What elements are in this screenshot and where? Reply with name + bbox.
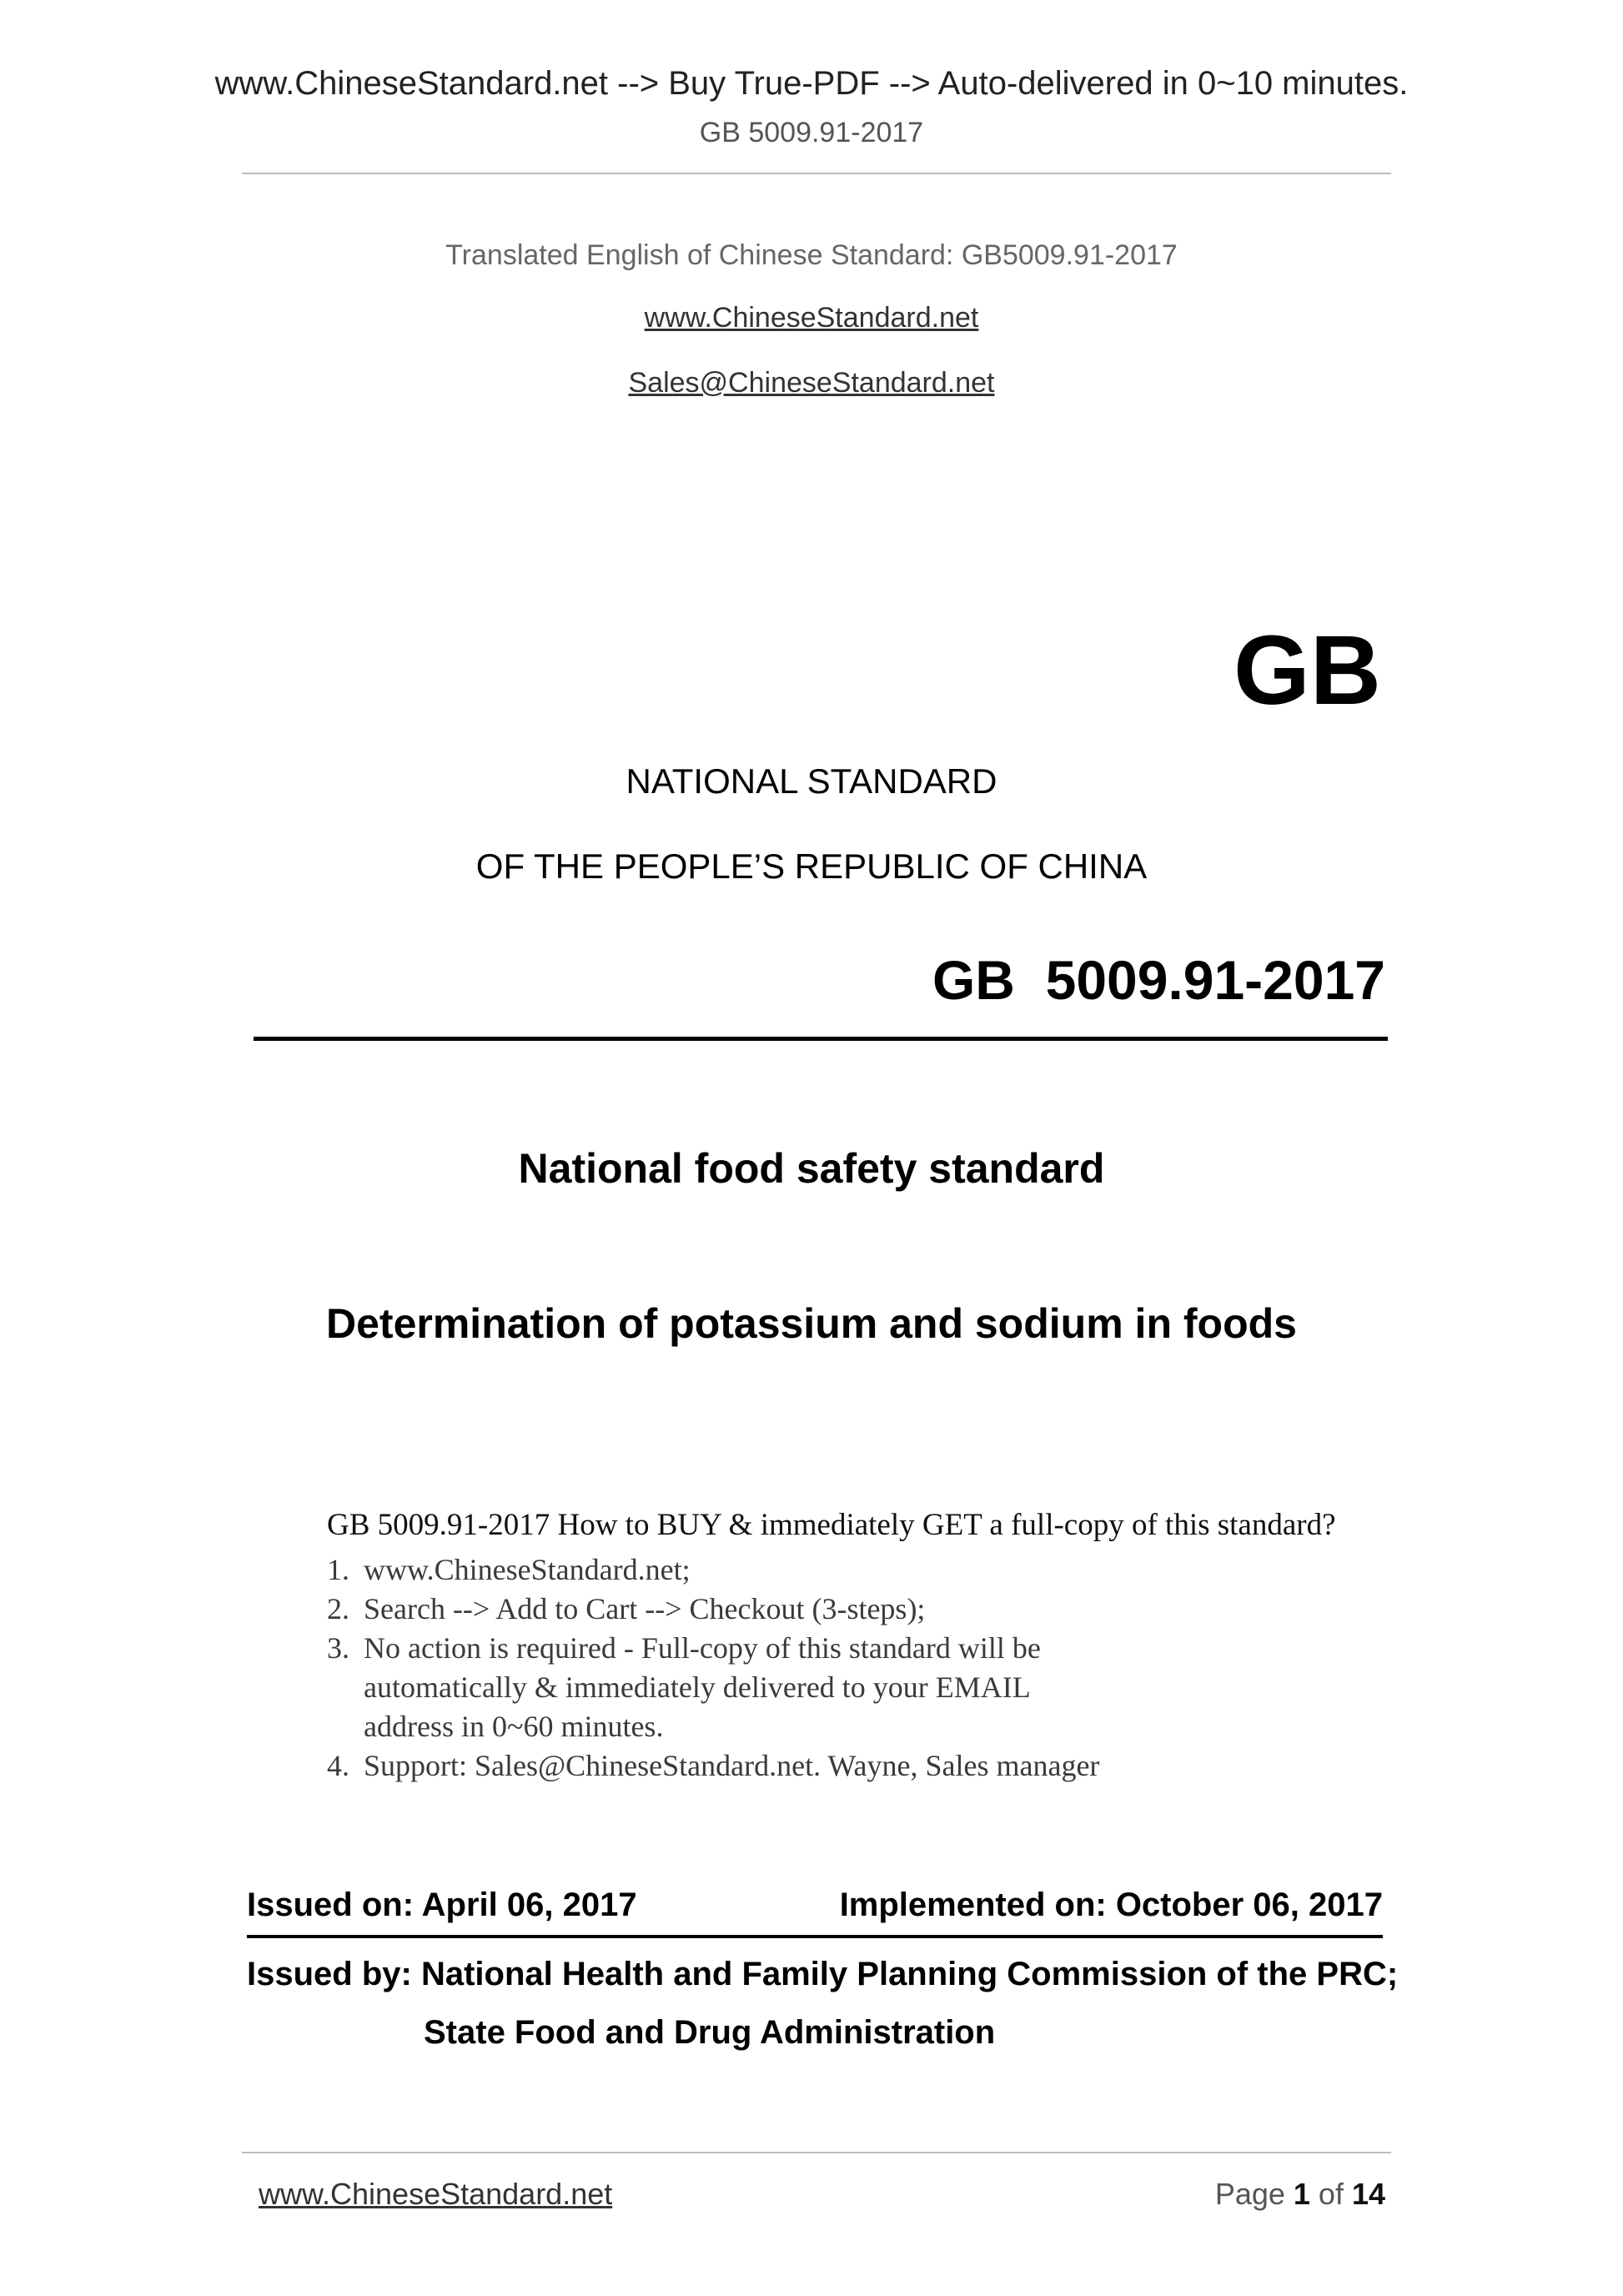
- implemented-on: Implemented on: October 06, 2017: [839, 1887, 1383, 1923]
- step-number: 1.: [327, 1553, 349, 1586]
- page-total: 14: [1351, 2177, 1385, 2211]
- gb-logo: GB: [1234, 615, 1381, 726]
- step-number: 4.: [327, 1749, 349, 1782]
- email-link[interactable]: Sales@ChineseStandard.net: [628, 367, 995, 399]
- website-link-row: [0, 302, 1623, 334]
- step-text: Search --> Add to Cart --> Checkout (3-steps);: [364, 1592, 926, 1625]
- footer-divider: [242, 2152, 1391, 2153]
- website-link[interactable]: www.ChineseStandard.net: [644, 302, 979, 334]
- page-indicator: [1215, 2177, 1385, 2212]
- buy-info-block: [327, 1505, 1411, 1786]
- header-banner: www.ChineseStandard.net --> Buy True-PDF --> Auto-delivered in 0~10 minutes.: [214, 65, 1409, 102]
- footer-website-link[interactable]: www.ChineseStandard.net: [259, 2177, 613, 2211]
- title-primary: National food safety standard: [518, 1145, 1105, 1192]
- list-item: [327, 1590, 1411, 1629]
- step-text: No action is required - Full-copy of this standard will be automatically & immediately delivered to your EMAIL address in 0~60 minutes.: [364, 1631, 1041, 1743]
- list-item: [327, 1550, 1411, 1590]
- page-of: of: [1309, 2177, 1352, 2211]
- list-item: [327, 1629, 1411, 1746]
- header-divider: [242, 173, 1391, 174]
- standard-divider: [254, 1037, 1388, 1041]
- step-number: 3.: [327, 1631, 349, 1665]
- list-item: [327, 1746, 1411, 1786]
- translated-notice: Translated English of Chinese Standard: GB5009.91-2017: [445, 239, 1178, 271]
- step-number: 2.: [327, 1592, 349, 1625]
- step-text: Support: Sales@ChineseStandard.net. Wayne, Sales manager: [364, 1749, 1100, 1782]
- buy-steps-list: [327, 1550, 1411, 1786]
- national-standard-heading: NATIONAL STANDARD: [626, 761, 997, 801]
- issued-on: Issued on: April 06, 2017: [247, 1887, 637, 1923]
- email-link-row: [0, 367, 1623, 399]
- buy-question: GB 5009.91-2017 How to BUY & immediately GET a full-copy of this standard?: [327, 1508, 1336, 1542]
- issued-by: Issued by: National Health and Family Planning Commission of the PRC;: [247, 1956, 1399, 1992]
- issue-divider: [247, 1935, 1383, 1938]
- title-secondary: Determination of potassium and sodium in foods: [326, 1300, 1297, 1347]
- page-prefix: Page: [1214, 2177, 1294, 2211]
- issued-by-second: State Food and Drug Administration: [424, 2014, 996, 2051]
- step-text: www.ChineseStandard.net;: [364, 1553, 691, 1586]
- issue-dates-row: [247, 1887, 1383, 1924]
- republic-heading: OF THE PEOPLE’S REPUBLIC OF CHINA: [475, 847, 1148, 886]
- header-doc-code: GB 5009.91-2017: [699, 117, 924, 148]
- standard-number: GB 5009.91-2017: [932, 949, 1385, 1011]
- page-current: 1: [1293, 2177, 1310, 2211]
